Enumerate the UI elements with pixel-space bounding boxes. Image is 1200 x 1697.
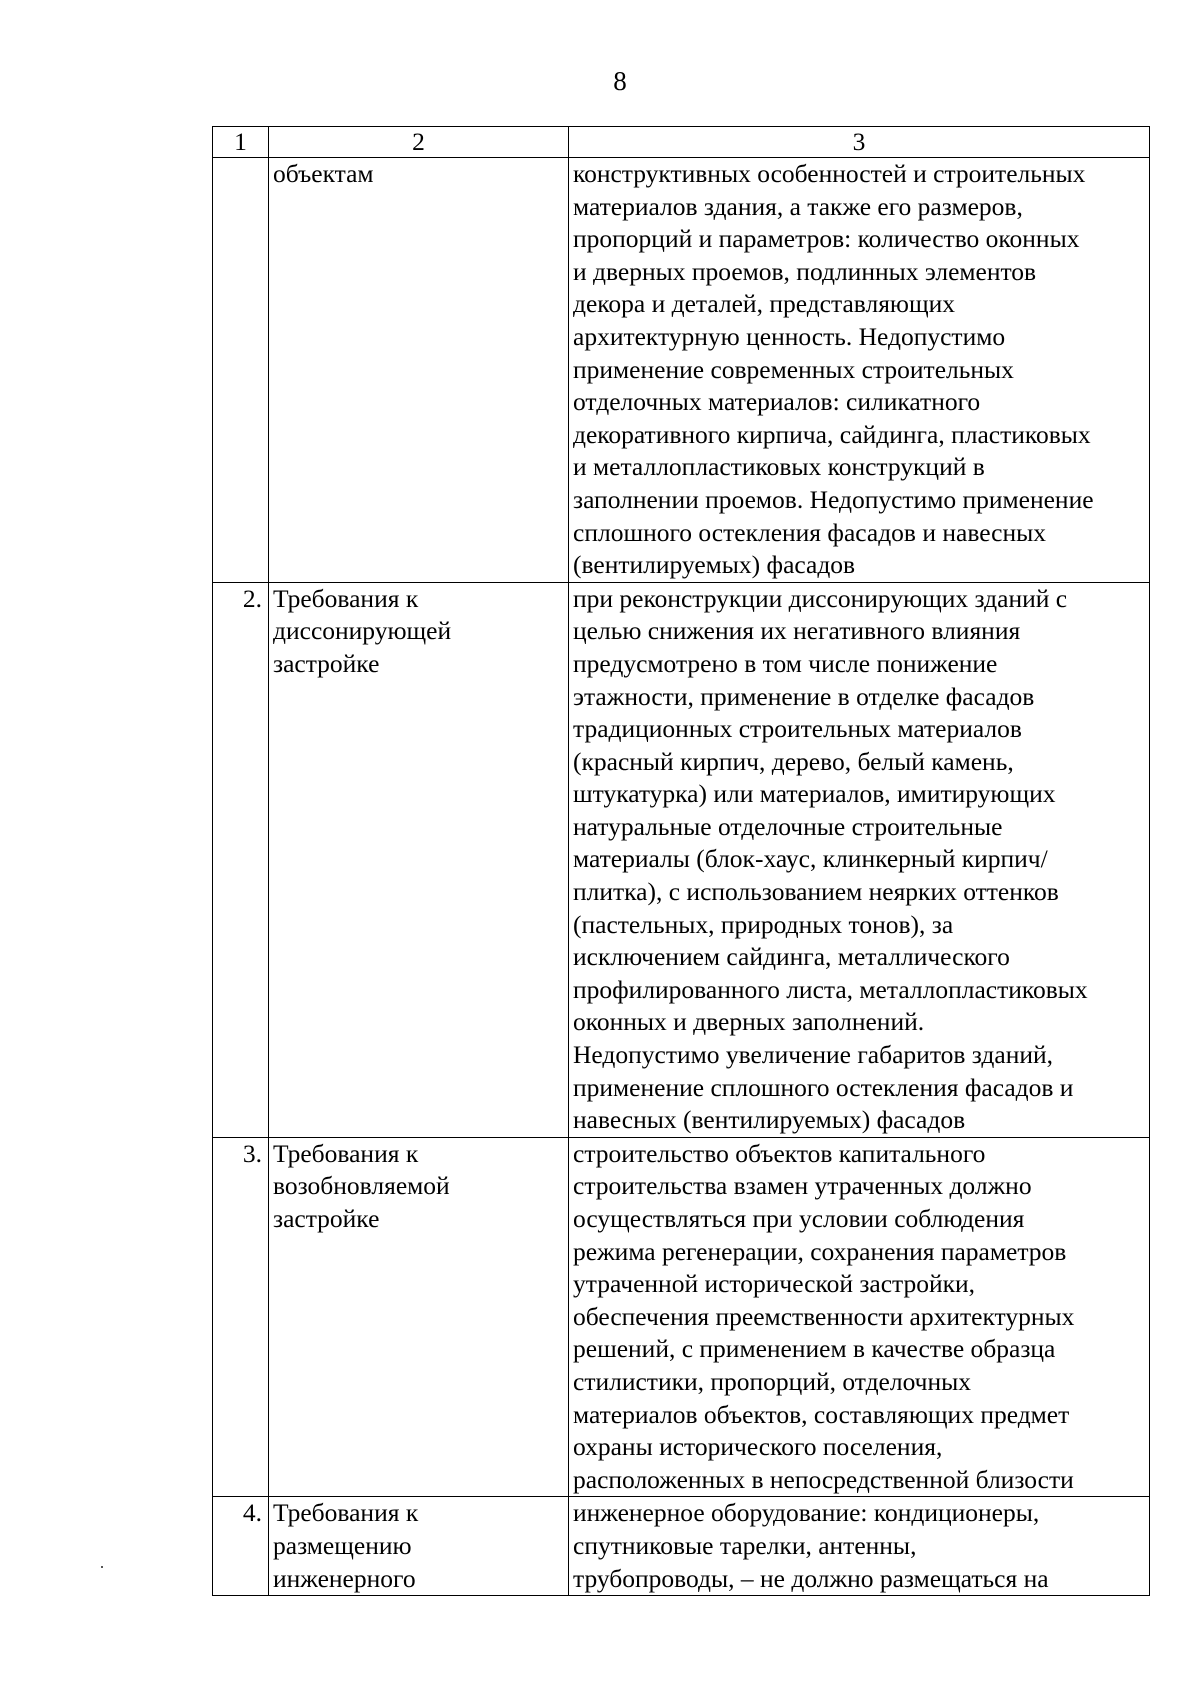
- text-line: осуществляться при условии соблюдения: [573, 1204, 1025, 1233]
- text-line: и металлопластиковых конструкций в: [573, 452, 985, 482]
- text-line: стилистики, пропорций, отделочных: [573, 1366, 972, 1396]
- text-line: плитка), с использованием неярких оттенков: [573, 877, 1059, 907]
- text-line: конструктивных особенностей и строительных: [573, 159, 1086, 188]
- table-body: [213, 158, 1150, 1596]
- text-line: традиционных строительных материалов: [573, 714, 1022, 744]
- text-line: оконных и дверных заполнений.: [573, 1007, 925, 1037]
- requirement-text: [569, 1137, 1150, 1497]
- title-line: размещению: [273, 1530, 412, 1560]
- text-line: пропорций и параметров: количество оконных: [573, 224, 1080, 254]
- text-line: натуральные отделочные строительные: [573, 811, 1003, 841]
- text-line: целью снижения их негативного влияния: [573, 616, 1021, 646]
- title-line: возобновляемой: [273, 1171, 450, 1201]
- text-line: декора и деталей, представляющих: [573, 289, 956, 319]
- requirement-text: [569, 1497, 1150, 1596]
- scan-speck: [101, 1566, 103, 1568]
- table-row: [213, 582, 1150, 1137]
- text-line: спутниковые тарелки, антенны,: [573, 1530, 917, 1560]
- text-line: охраны исторического поселения,: [573, 1432, 943, 1462]
- text-line: штукатурка) или материалов, имитирующих: [573, 779, 1056, 809]
- text-line: строительство объектов капитального: [573, 1138, 986, 1168]
- table-row: [213, 1497, 1150, 1596]
- text-line: навесных (вентилируемых) фасадов: [573, 1105, 966, 1135]
- table-header-row: [213, 127, 1150, 158]
- text-line: расположенных в непосредственной близости: [573, 1464, 1074, 1494]
- title-line: объектам: [273, 159, 374, 188]
- text-line: декоративного кирпича, сайдинга, пластиковых: [573, 419, 1091, 449]
- title-line: Требования к: [273, 1138, 419, 1168]
- text-line: профилированного листа, металлопластиковых: [573, 974, 1088, 1004]
- text-line: отделочных материалов: силикатного: [573, 387, 981, 417]
- title-line: диссонирующей: [273, 616, 452, 646]
- text-line: применение современных строительных: [573, 354, 1014, 384]
- text-line: режима регенерации, сохранения параметров: [573, 1236, 1067, 1266]
- text-line: заполнении проемов. Недопустимо применение: [573, 484, 1094, 514]
- text-line: материалов здания, а также его размеров,: [573, 191, 1023, 221]
- text-line: этажности, применение в отделке фасадов: [573, 681, 1035, 711]
- text-line: строительства взамен утраченных должно: [573, 1171, 1032, 1201]
- text-line: предусмотрено в том числе понижение: [573, 648, 998, 678]
- text-line: обеспечения преемственности архитектурных: [573, 1301, 1075, 1331]
- text-line: решений, с применением в качестве образца: [573, 1334, 1056, 1364]
- text-line: инженерное оборудование: кондиционеры,: [573, 1498, 1040, 1528]
- text-line: материалов объектов, составляющих предмет: [573, 1399, 1070, 1429]
- text-line: (вентилируемых) фасадов: [573, 550, 856, 580]
- requirement-text: [569, 158, 1150, 583]
- text-line: применение сплошного остекления фасадов и: [573, 1072, 1074, 1102]
- requirement-title: [269, 1497, 569, 1596]
- title-line: Требования к: [273, 583, 419, 613]
- text-line: материалы (блок-хаус, клинкерный кирпич/: [573, 844, 1048, 874]
- column-header-2: 2: [269, 127, 569, 158]
- row-number: 2.: [213, 582, 269, 1137]
- text-line: архитектурную ценность. Недопустимо: [573, 321, 1006, 351]
- text-line: и дверных проемов, подлинных элементов: [573, 256, 1037, 286]
- text-line: трубопроводы, – не должно размещаться на: [573, 1563, 1049, 1593]
- title-line: застройке: [273, 648, 380, 678]
- row-number: [213, 158, 269, 583]
- column-header-1: 1: [213, 127, 269, 158]
- row-number: 3.: [213, 1137, 269, 1497]
- text-line: исключением сайдинга, металлического: [573, 942, 1010, 972]
- page-number: 8: [613, 66, 627, 96]
- table-row: [213, 158, 1150, 583]
- row-number: 4.: [213, 1497, 269, 1596]
- text-line: сплошного остекления фасадов и навесных: [573, 517, 1047, 547]
- title-line: Требования к: [273, 1498, 419, 1528]
- table-row: [213, 1137, 1150, 1497]
- requirement-title: [269, 582, 569, 1137]
- title-line: инженерного: [273, 1563, 416, 1593]
- text-line: утраченной исторической застройки,: [573, 1269, 976, 1299]
- text-line: Недопустимо увеличение габаритов зданий,: [573, 1040, 1054, 1070]
- requirements-table: [212, 126, 1150, 1596]
- title-line: застройке: [273, 1204, 380, 1233]
- requirement-title: [269, 158, 569, 583]
- text-line: при реконструкции диссонирующих зданий с: [573, 583, 1068, 613]
- column-header-3: 3: [569, 127, 1150, 158]
- text-line: (пастельных, природных тонов), за: [573, 909, 954, 939]
- requirement-text: [569, 582, 1150, 1137]
- requirement-title: [269, 1137, 569, 1497]
- text-line: (красный кирпич, дерево, белый камень,: [573, 746, 1014, 776]
